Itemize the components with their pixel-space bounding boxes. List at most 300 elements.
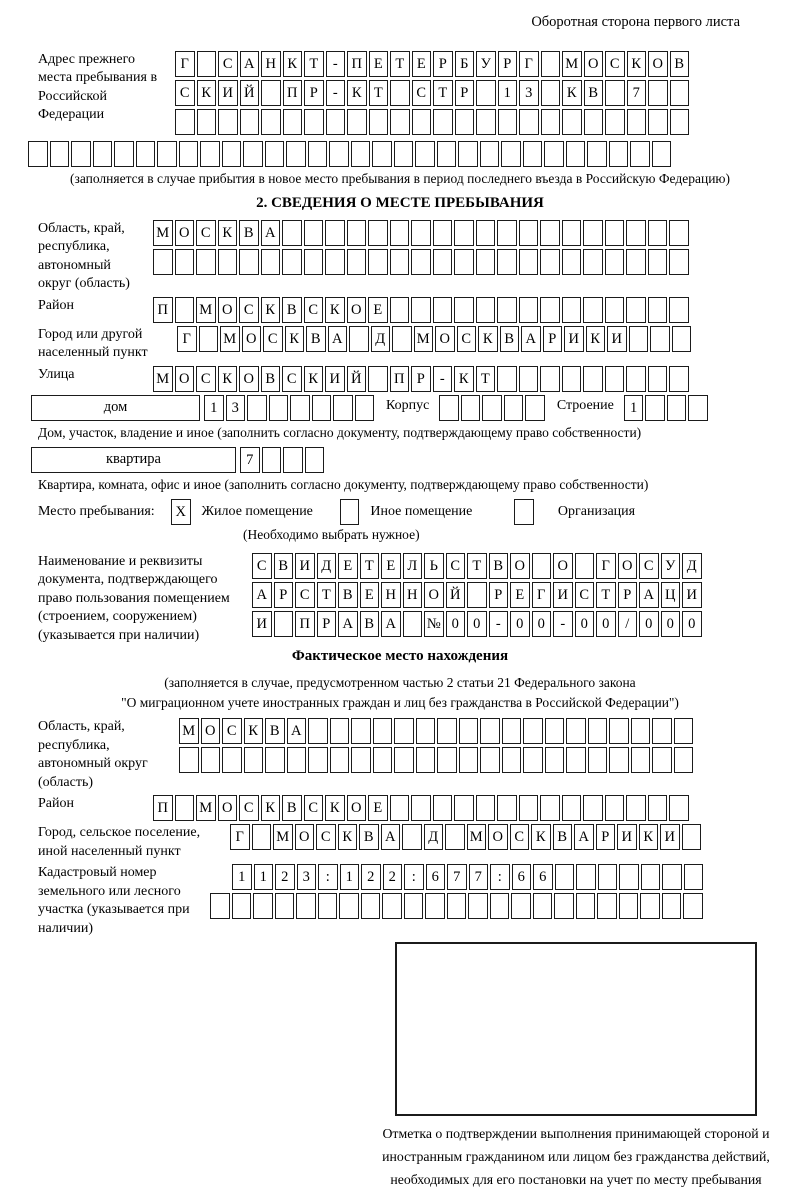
- char-box: В: [500, 326, 520, 352]
- char-box-row: [624, 395, 708, 421]
- char-box: [669, 366, 689, 392]
- char-box: -: [326, 51, 346, 77]
- char-box: [447, 893, 467, 919]
- char-box: [218, 249, 238, 275]
- char-box: [540, 795, 560, 821]
- char-box: С: [457, 326, 477, 352]
- char-box: С: [263, 326, 283, 352]
- char-box: Т: [369, 80, 389, 106]
- char-box: О: [295, 824, 315, 850]
- char-box: [304, 220, 324, 246]
- mesto-note: (Необходимо выбрать нужное): [243, 526, 420, 542]
- char-box: В: [306, 326, 326, 352]
- char-box: [274, 611, 294, 637]
- char-box: [308, 141, 328, 167]
- char-box: В: [282, 297, 302, 323]
- char-box: В: [553, 824, 573, 850]
- char-box: [541, 109, 561, 135]
- char-box: [541, 51, 561, 77]
- char-box: [684, 864, 704, 890]
- char-box: [519, 366, 539, 392]
- char-box: [325, 220, 345, 246]
- char-box: [648, 795, 668, 821]
- char-box: С: [196, 220, 216, 246]
- char-box: С: [295, 582, 315, 608]
- field-dokument: [28, 553, 772, 645]
- char-box: [390, 249, 410, 275]
- char-box: [312, 395, 332, 421]
- char-box: [296, 893, 316, 919]
- char-box: [523, 747, 543, 773]
- char-box: [368, 220, 388, 246]
- field-oblast-fact: [28, 718, 772, 792]
- char-box: [197, 51, 217, 77]
- char-box: [261, 249, 281, 275]
- char-box: [584, 109, 604, 135]
- kadastr-label: Кадастровый номер земельного или лесного участка (указывается при наличии): [38, 865, 190, 936]
- char-box: [576, 893, 596, 919]
- char-box: [597, 893, 617, 919]
- char-box: [286, 141, 306, 167]
- char-box: [287, 747, 307, 773]
- char-box: У: [476, 51, 496, 77]
- char-box: [627, 109, 647, 135]
- char-box: [626, 297, 646, 323]
- char-box: [412, 109, 432, 135]
- char-box: №: [424, 611, 444, 637]
- char-box: [519, 297, 539, 323]
- char-box: [609, 718, 629, 744]
- char-box: П: [153, 795, 173, 821]
- char-box: -: [433, 366, 453, 392]
- char-box-row: [439, 395, 545, 421]
- oblast-fact-rows: [179, 718, 693, 776]
- char-box: [394, 718, 414, 744]
- char-box: Р: [596, 824, 616, 850]
- char-box: А: [381, 611, 401, 637]
- char-box: [461, 395, 481, 421]
- field-oblast: [28, 220, 772, 294]
- char-box: [261, 109, 281, 135]
- char-box: [662, 864, 682, 890]
- char-box: В: [239, 220, 259, 246]
- char-box: [545, 718, 565, 744]
- char-box: [368, 366, 388, 392]
- char-box: [480, 718, 500, 744]
- char-box: [497, 220, 517, 246]
- char-box: [648, 249, 668, 275]
- char-box: С: [304, 795, 324, 821]
- section2-heading: 2. СВЕДЕНИЯ О МЕСТЕ ПРЕБЫВАНИЯ: [256, 195, 544, 211]
- char-box: [630, 141, 650, 167]
- section3-note-line1: (заполняется в случае, предусмотренном частью 2 статьи 21 Федерального закона: [164, 675, 636, 691]
- char-box: [511, 893, 531, 919]
- char-box: В: [584, 80, 604, 106]
- char-box: [415, 141, 435, 167]
- char-box: [390, 80, 410, 106]
- char-box: [425, 893, 445, 919]
- dom-note: Дом, участок, владение и иное (заполнить согласно документу, подтверждающему право собственности): [38, 424, 642, 440]
- char-box: О: [510, 553, 530, 579]
- char-box: К: [285, 326, 305, 352]
- char-box: [482, 395, 502, 421]
- char-box: [222, 141, 242, 167]
- char-box-row: [232, 864, 703, 890]
- char-box: [326, 109, 346, 135]
- char-box: [411, 249, 431, 275]
- char-box: [282, 220, 302, 246]
- prev-address-label: Адрес прежнего места пребывания в Российской Федерации: [38, 52, 158, 123]
- char-box: 1: [498, 80, 518, 106]
- char-box: С: [175, 80, 195, 106]
- char-box: [523, 141, 543, 167]
- char-box: М: [273, 824, 293, 850]
- char-box: [390, 109, 410, 135]
- char-box: К: [478, 326, 498, 352]
- char-box: [175, 795, 195, 821]
- char-box: [605, 80, 625, 106]
- char-box: С: [304, 297, 324, 323]
- char-box: И: [660, 824, 680, 850]
- char-box: О: [201, 718, 221, 744]
- char-box: [480, 141, 500, 167]
- char-box: Г: [230, 824, 250, 850]
- char-box: [670, 80, 690, 106]
- char-box: [562, 297, 582, 323]
- char-box: [333, 395, 353, 421]
- rayon-label: Район: [38, 297, 74, 313]
- char-box: [445, 824, 465, 850]
- char-box-row: [153, 220, 689, 246]
- char-box: [329, 141, 349, 167]
- char-box: [199, 326, 219, 352]
- char-box: 2: [275, 864, 295, 890]
- char-box: Ь: [424, 553, 444, 579]
- char-box: [631, 718, 651, 744]
- char-box: Д: [371, 326, 391, 352]
- char-box: [669, 220, 689, 246]
- char-box: [497, 795, 517, 821]
- char-box: [626, 220, 646, 246]
- char-box: О: [618, 553, 638, 579]
- char-box: [519, 249, 539, 275]
- char-box: [502, 747, 522, 773]
- char-box-row: [252, 611, 702, 637]
- field-gorod-fact: [28, 824, 772, 861]
- char-box: В: [489, 553, 509, 579]
- char-box: О: [347, 297, 367, 323]
- char-box: [519, 220, 539, 246]
- char-box: [540, 366, 560, 392]
- dokument-label: Наименование и реквизиты документа, подтверждающего право пользования помещением (строением, сооружением) (указывается при наличии): [38, 553, 230, 643]
- char-box: [523, 718, 543, 744]
- char-box: И: [252, 611, 272, 637]
- char-box-row: [153, 297, 689, 323]
- char-box: [609, 747, 629, 773]
- field-gorod: [28, 326, 772, 363]
- char-box: [648, 109, 668, 135]
- dom-label-box: дом: [31, 395, 200, 421]
- char-box: [239, 249, 259, 275]
- char-box: 0: [467, 611, 487, 637]
- char-box: 3: [519, 80, 539, 106]
- char-box: [562, 109, 582, 135]
- char-box: [373, 718, 393, 744]
- gorod-label: Город или другой населенный пункт: [38, 326, 148, 361]
- char-box: :: [404, 864, 424, 890]
- char-box: [455, 109, 475, 135]
- char-box-row: [230, 824, 701, 850]
- char-box: [588, 747, 608, 773]
- char-box: К: [347, 80, 367, 106]
- char-box: А: [381, 824, 401, 850]
- char-box: [347, 249, 367, 275]
- char-box: [626, 795, 646, 821]
- char-box: [467, 582, 487, 608]
- char-box: [583, 220, 603, 246]
- char-box: [390, 795, 410, 821]
- field-dom: [31, 395, 772, 421]
- char-box: [210, 893, 230, 919]
- char-box: [575, 553, 595, 579]
- char-box: [605, 220, 625, 246]
- char-box: [318, 893, 338, 919]
- char-box: [392, 326, 412, 352]
- char-box: К: [639, 824, 659, 850]
- char-box: [640, 893, 660, 919]
- char-box: [308, 718, 328, 744]
- char-box: [283, 447, 303, 473]
- char-box: Р: [543, 326, 563, 352]
- char-box-row: [252, 553, 702, 579]
- char-box: :: [318, 864, 338, 890]
- prev-address-note: (заполняется в случае прибытия в новое место пребывания в период последнего въезда в Российскую Федерацию): [69, 171, 731, 186]
- char-box: 2: [383, 864, 403, 890]
- char-box: Т: [390, 51, 410, 77]
- char-box: С: [252, 553, 272, 579]
- char-box: С: [575, 582, 595, 608]
- char-box: И: [553, 582, 573, 608]
- char-box: 0: [661, 611, 681, 637]
- char-box: 6: [426, 864, 446, 890]
- char-box: О: [347, 795, 367, 821]
- char-box: [269, 395, 289, 421]
- char-box: [583, 366, 603, 392]
- char-box: Т: [360, 553, 380, 579]
- char-box: [454, 220, 474, 246]
- char-box: С: [412, 80, 432, 106]
- char-box: [179, 141, 199, 167]
- char-box: [330, 718, 350, 744]
- field-rayon: [28, 297, 772, 323]
- char-box: Н: [403, 582, 423, 608]
- char-box-row: [210, 893, 703, 919]
- char-box: [290, 395, 310, 421]
- char-box: Р: [455, 80, 475, 106]
- char-box: С: [316, 824, 336, 850]
- field-kadastr: [28, 864, 772, 938]
- char-box: [626, 366, 646, 392]
- char-box: [404, 893, 424, 919]
- field-rayon-fact: [28, 795, 772, 821]
- char-box: 3: [226, 395, 246, 421]
- kvartira-label-box: квартира: [31, 447, 236, 473]
- char-box: [648, 297, 668, 323]
- char-box: Т: [476, 366, 496, 392]
- char-box: [197, 109, 217, 135]
- char-box: [347, 220, 367, 246]
- field-mesto-prebyvaniya: [28, 499, 772, 525]
- kvartira-note: Квартира, комната, офис и иное (заполнить согласно документу, подтверждающему право собственности): [38, 476, 649, 492]
- char-box: Д: [317, 553, 337, 579]
- char-box: И: [607, 326, 627, 352]
- char-box: Р: [317, 611, 337, 637]
- char-box: Т: [304, 51, 324, 77]
- char-box: Е: [360, 582, 380, 608]
- char-box: Р: [304, 80, 324, 106]
- char-box: [93, 141, 113, 167]
- char-box: [50, 141, 70, 167]
- char-box: К: [586, 326, 606, 352]
- char-box: [369, 109, 389, 135]
- char-box: [244, 747, 264, 773]
- char-box-row: [175, 80, 689, 106]
- char-box: А: [287, 718, 307, 744]
- char-box: Е: [381, 553, 401, 579]
- char-box: 7: [469, 864, 489, 890]
- char-box: Е: [368, 297, 388, 323]
- char-box: В: [338, 582, 358, 608]
- char-box: [605, 366, 625, 392]
- char-box: М: [467, 824, 487, 850]
- char-box: [439, 395, 459, 421]
- char-box: [433, 249, 453, 275]
- char-box: [416, 718, 436, 744]
- char-box: [403, 611, 423, 637]
- char-box: Ц: [661, 582, 681, 608]
- char-box: [544, 141, 564, 167]
- char-box: [476, 795, 496, 821]
- char-box: А: [240, 51, 260, 77]
- char-box-row: [153, 795, 689, 821]
- char-box: [587, 141, 607, 167]
- char-box: [674, 747, 694, 773]
- char-box: Д: [682, 553, 702, 579]
- char-box: [196, 249, 216, 275]
- char-box: [525, 395, 545, 421]
- char-box: [283, 109, 303, 135]
- char-box: Н: [261, 51, 281, 77]
- char-box: 7: [447, 864, 467, 890]
- char-box: Г: [519, 51, 539, 77]
- char-box: [175, 297, 195, 323]
- char-box: [265, 747, 285, 773]
- char-box: М: [196, 795, 216, 821]
- char-box-row: [204, 395, 374, 421]
- char-box: И: [218, 80, 238, 106]
- char-box: [454, 249, 474, 275]
- char-box: Р: [618, 582, 638, 608]
- char-box: К: [261, 795, 281, 821]
- char-box: А: [261, 220, 281, 246]
- char-box: [218, 109, 238, 135]
- char-box: -: [553, 611, 573, 637]
- char-box: -: [326, 80, 346, 106]
- char-box: [672, 326, 692, 352]
- char-box: [532, 553, 552, 579]
- char-box: [476, 297, 496, 323]
- char-box-row: [153, 366, 689, 392]
- char-box: П: [153, 297, 173, 323]
- stamp-caption: Отметка о подтверждении выполнения принимающей стороной и иностранным гражданином или лицом без гражданства действий, необходимых для его постановки на учет по месту пребывания: [382, 1125, 770, 1188]
- char-box-row: [153, 249, 689, 275]
- stamp-area: [395, 942, 757, 1116]
- char-box: М: [196, 297, 216, 323]
- char-box: [669, 297, 689, 323]
- char-box: О: [488, 824, 508, 850]
- char-box: [261, 80, 281, 106]
- char-box: 1: [232, 864, 252, 890]
- char-box: 0: [596, 611, 616, 637]
- char-box: С: [239, 297, 259, 323]
- char-box: [519, 795, 539, 821]
- char-box: П: [283, 80, 303, 106]
- char-box: 0: [446, 611, 466, 637]
- char-box: [351, 141, 371, 167]
- char-box: [490, 893, 510, 919]
- char-box: И: [682, 582, 702, 608]
- char-box: [349, 326, 369, 352]
- char-box: К: [562, 80, 582, 106]
- char-box: И: [295, 553, 315, 579]
- char-box: А: [639, 582, 659, 608]
- char-box: 7: [240, 447, 260, 473]
- char-box: [433, 220, 453, 246]
- char-box: [533, 893, 553, 919]
- char-box: [304, 249, 324, 275]
- char-box: Л: [403, 553, 423, 579]
- char-box: [416, 747, 436, 773]
- char-box: [476, 220, 496, 246]
- korpus-label: Корпус: [386, 397, 430, 413]
- char-box: С: [605, 51, 625, 77]
- field-ulitsa: [28, 366, 772, 392]
- char-box: [355, 395, 375, 421]
- char-box: Р: [433, 51, 453, 77]
- char-box: Г: [596, 553, 616, 579]
- field-prev-address: [28, 51, 772, 138]
- char-box: [480, 747, 500, 773]
- char-box: М: [153, 220, 173, 246]
- char-box: [201, 747, 221, 773]
- char-box: Т: [596, 582, 616, 608]
- char-box: [648, 366, 668, 392]
- char-box: В: [670, 51, 690, 77]
- char-box: С: [282, 366, 302, 392]
- section3-note-line2: "О миграционном учете иностранных граждан и лиц без гражданства в Российской Федерации"): [121, 694, 679, 710]
- char-box: [605, 249, 625, 275]
- char-box: [598, 864, 618, 890]
- option-inoe-label: Иное помещение: [370, 503, 473, 519]
- char-box: [476, 109, 496, 135]
- char-box: [498, 109, 518, 135]
- char-box: [576, 864, 596, 890]
- char-box: [688, 395, 708, 421]
- char-box: [382, 893, 402, 919]
- char-box: [330, 747, 350, 773]
- char-box: [562, 795, 582, 821]
- char-box: [631, 747, 651, 773]
